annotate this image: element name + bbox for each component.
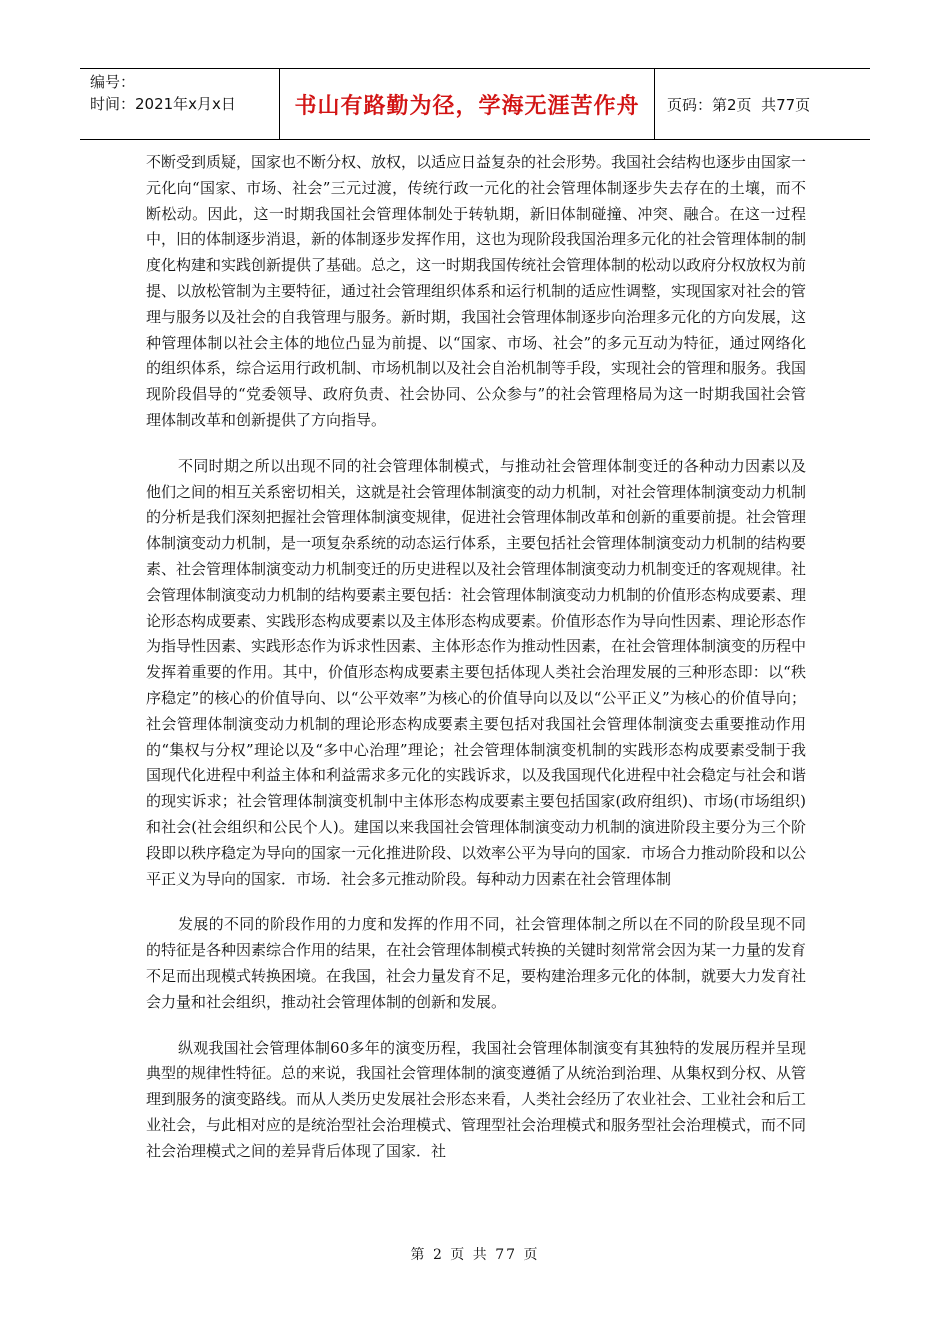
serial-number-label: 编号： [90,73,136,91]
document-body [146,150,806,1184]
header-meta [80,69,280,139]
header-motto: 书山有路勤为径，学海无涯苦作舟 [280,69,655,139]
page-header [80,68,870,140]
header-page-info [655,69,870,139]
date-label: 时间：2021年x月x日 [90,95,236,113]
paragraph-1: 不断受到质疑，国家也不断分权、放权，以适应日益复杂的社会形势。我国社会结构也逐步由国家一元化向“国家、市场、社会”三元过渡，传统行政一元化的社会管理体制逐步失去存在的土壤，而不断松动。因此，这一时期我国社会管理体制处于转轨期，新旧体制碰撞、冲突、融合。在这一过程中，旧的体制逐步消退，新的体制逐步发挥作用，这也为现阶段我国治理多元化的社会管理体制的制度化构建和实践创新提供了基础。总之，这一时期我国传统社会管理体制的松动以政府分权放权为前提、以放松管制为主要特征，通过社会管理组织体系和运行机制的适应性调整，实现国家对社会的管理与服务以及社会的自我管理与服务。新时期，我国社会管理体制逐步向治理多元化的方向发展，这种管理体制以社会主体的地位凸显为前提、以“国家、市场、社会”的多元互动为特征，通过网络化的组织体系，综合运用行政机制、市场机制以及社会自治机制等手段，实现社会的管理和服务。我国现阶段倡导的“党委领导、政府负责、社会协同、公众参与”的社会管理格局为这一时期我国社会管理体制改革和创新提供了方向指导。 [146,153,807,429]
page-footer: 第 2 页 共 77 页 [410,1247,540,1263]
page-info-text: 页码：第2页 共77页 [667,95,811,114]
paragraph-3: 发展的不同的阶段作用的力度和发挥的作用不同，社会管理体制之所以在不同的阶段呈现不同的特征是各种因素综合作用的结果，在社会管理体制模式转换的关键时刻常常会因为某一力量的发育不足而出现模式转换困境。在我国，社会力量发育不足，要构建治理多元化的体制，就要大力发育社会力量和社会组织，推动社会管理体制的创新和发展。 [146,915,807,1011]
paragraph-2: 不同时期之所以出现不同的社会管理体制模式，与推动社会管理体制变迁的各种动力因素以及他们之间的相互关系密切相关，这就是社会管理体制演变的动力机制，对社会管理体制演变动力机制的分析是我们深刻把握社会管理体制演变规律，促进社会管理体制改革和创新的重要前提。社会管理体制演变动力机制，是一项复杂系统的动态运行体系，主要包括社会管理体制演变动力机制的结构要素、社会管理体制演变动力机制变迁的历史进程以及社会管理体制演变动力机制变迁的客观规律。社会管理体制演变动力机制的结构要素主要包括：社会管理体制演变动力机制的价值形态构成要素、理论形态构成要素、实践形态构成要素以及主体形态构成要素。价值形态作为导向性因素、理论形态作为指导性因素、实践形态作为诉求性因素、主体形态作为推动性因素，在社会管理体制演变的历程中发挥着重要的作用。其中，价值形态构成要素主要包括体现人类社会治理发展的三种形态即：以“秩序稳定”的核心的价值导向、以“公平效率”为核心的价值导向以及以“公平正义”为核心的价值导向；社会管理体制演变动力机制的理论形态构成要素主要包括对我国社会管理体制演变去重要推动作用的“集权与分权”理论以及“多中心治理”理论；社会管理体制演变机制的实践形态构成要素受制于我国现代化进程中利益主体和利益需求多元化的实践诉求，以及我国现代化进程中社会稳定与社会和谐的现实诉求；社会管理体制演变机制中主体形态构成要素主要包括国家(政府组织)、市场(市场组织)和社会(社会组织和公民个人)。建国以来我国社会管理体制演变动力机制的演进阶段主要分为三个阶段即以秩序稳定为导向的国家一元化推进阶段、以效率公平为导向的国家．市场合力推动阶段和以公平正义为导向的国家．市场．社会多元推动阶段。每种动力因素在社会管理体制 [146,456,807,888]
paragraph-4: 纵观我国社会管理体制60多年的演变历程，我国社会管理体制演变有其独特的发展历程并呈现典型的规律性特征。总的来说，我国社会管理体制的演变遵循了从统治到治理、从集权到分权、从管理到服务的演变路线。而从人类历史发展社会形态来看，人类社会经历了农业社会、工业社会和后工业社会，与此相对应的是统治型社会治理模式、管理型社会治理模式和服务型社会治理模式，而不同社会治理模式之间的差异背后体现了国家．社 [146,1038,807,1160]
